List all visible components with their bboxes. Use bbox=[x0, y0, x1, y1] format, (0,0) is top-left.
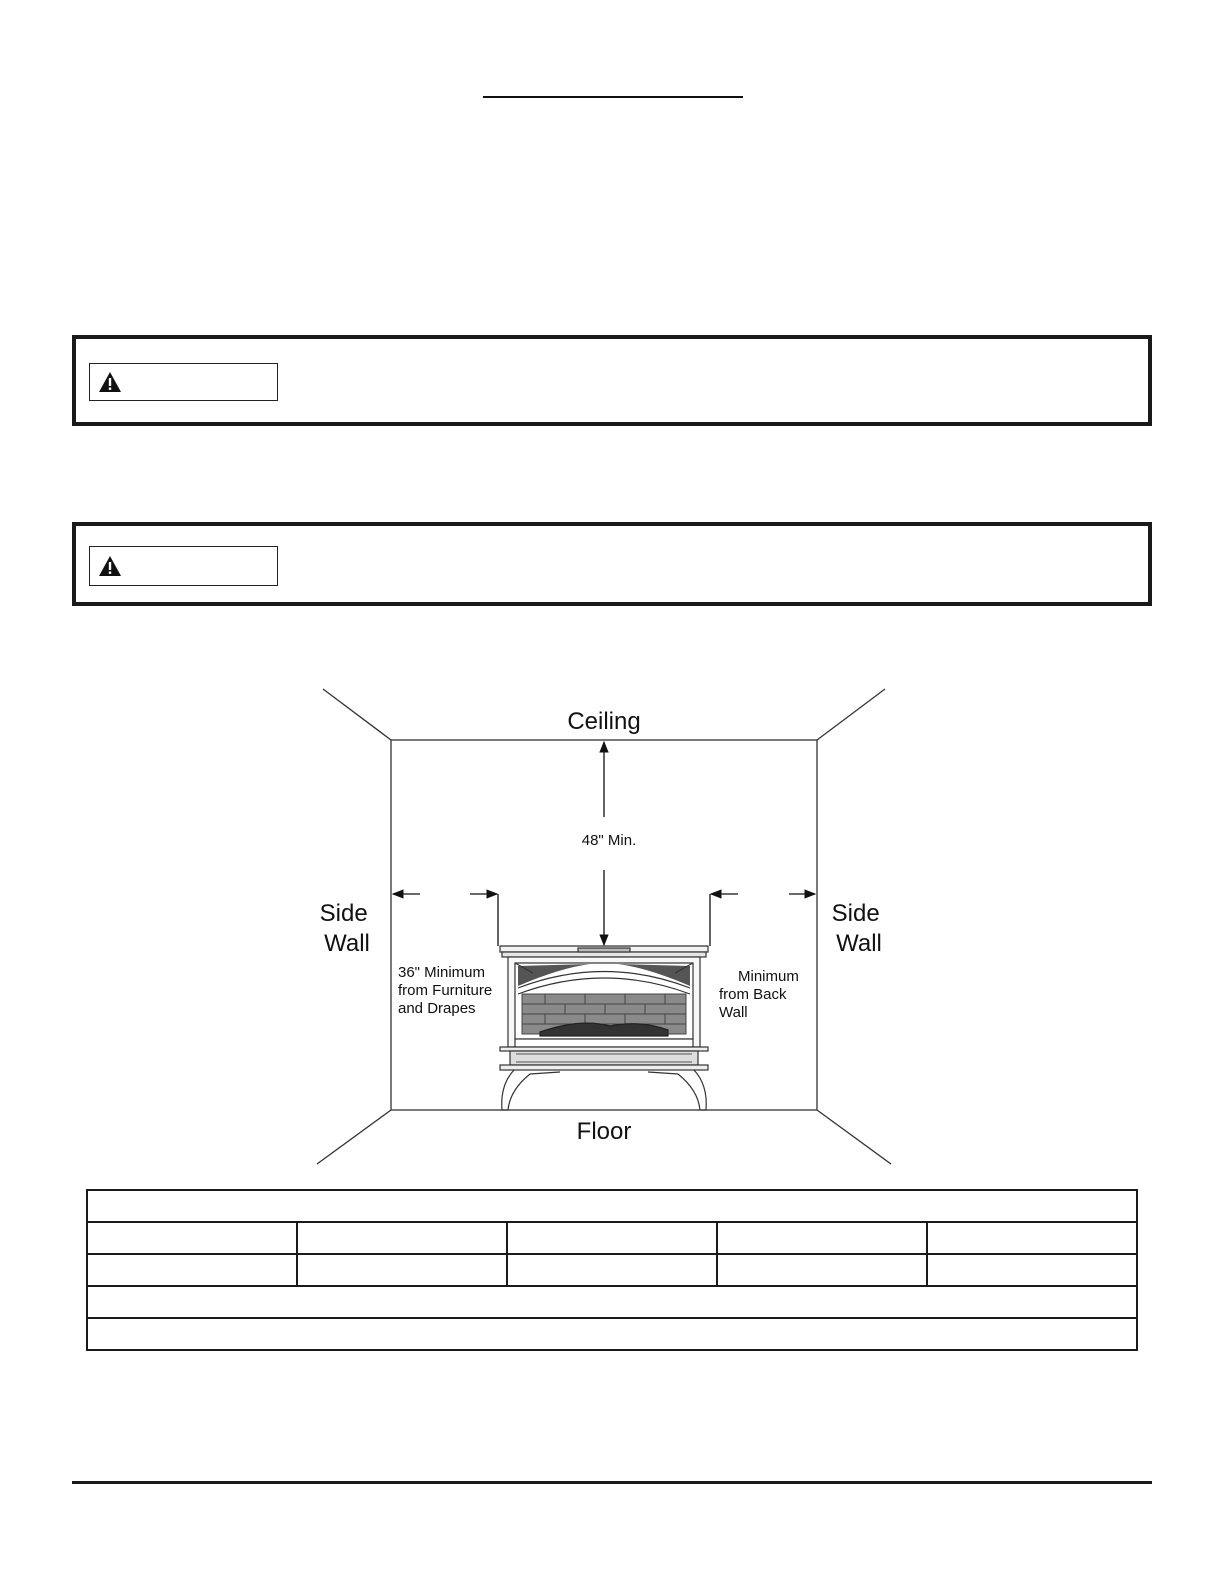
floor-right-edge bbox=[817, 1110, 891, 1164]
left-wall-label-line1: Side bbox=[319, 900, 368, 927]
table-cell bbox=[927, 1254, 1137, 1286]
table-cell bbox=[927, 1222, 1137, 1254]
footer-rule bbox=[72, 1481, 1152, 1484]
right-wall-label bbox=[832, 900, 887, 957]
clearance-table bbox=[86, 1189, 1138, 1351]
top-clearance-label: 48" Min. bbox=[581, 832, 637, 849]
table-row bbox=[87, 1222, 1137, 1254]
floor-label: Floor bbox=[576, 1118, 632, 1145]
table-cell bbox=[87, 1254, 297, 1286]
left-clearance-dimension bbox=[393, 894, 498, 946]
ceiling-right-edge bbox=[817, 689, 885, 740]
table-row bbox=[87, 1190, 1137, 1222]
table-cell bbox=[507, 1254, 717, 1286]
table-cell bbox=[87, 1190, 1137, 1222]
table-cell bbox=[87, 1318, 1137, 1350]
table-cell bbox=[87, 1222, 297, 1254]
right-clearance-label bbox=[719, 968, 803, 1021]
left-wall-label bbox=[320, 900, 375, 957]
left-clearance-line2: from Furniture bbox=[398, 982, 493, 999]
ceiling-left-edge bbox=[323, 689, 391, 740]
right-wall-label-line1: Side bbox=[831, 900, 880, 927]
left-wall-label-line2: Wall bbox=[324, 930, 370, 957]
right-clearance-line1: Minimum bbox=[738, 968, 799, 985]
right-clearance-line3: Wall bbox=[719, 1004, 748, 1021]
table-cell bbox=[717, 1254, 927, 1286]
table-row bbox=[87, 1286, 1137, 1318]
ceiling-label: Ceiling bbox=[567, 708, 641, 735]
table-cell bbox=[297, 1254, 507, 1286]
right-clearance-line2: from Back bbox=[719, 986, 787, 1003]
table-row bbox=[87, 1318, 1137, 1350]
left-clearance-label bbox=[398, 964, 496, 1017]
table-row bbox=[87, 1254, 1137, 1286]
floor-left-edge bbox=[317, 1110, 391, 1164]
right-wall-label-line2: Wall bbox=[836, 930, 882, 957]
left-clearance-line1: 36" Minimum bbox=[398, 964, 486, 981]
table-cell bbox=[297, 1222, 507, 1254]
table-cell bbox=[87, 1286, 1137, 1318]
stove-illustration bbox=[500, 946, 708, 1110]
table-cell bbox=[507, 1222, 717, 1254]
left-clearance-line3: and Drapes bbox=[398, 1000, 476, 1017]
table-cell bbox=[717, 1222, 927, 1254]
right-clearance-dimension bbox=[710, 894, 815, 946]
